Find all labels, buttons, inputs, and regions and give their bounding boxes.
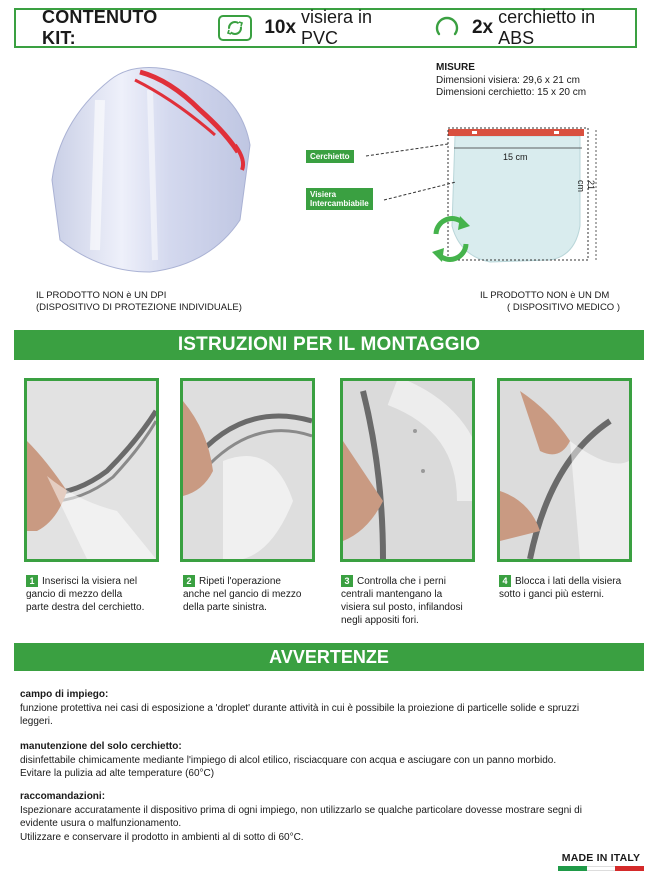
kit-item-visor-qty: 10x (264, 17, 297, 38)
kit-contents-box (14, 8, 637, 48)
step-line: Controlla che i perni (357, 576, 446, 587)
instructions-heading: ISTRUZIONI PER IL MONTAGGIO (14, 330, 644, 360)
step-line: visiera sul posto, infilandosi (341, 602, 463, 613)
step-3-text (341, 575, 491, 627)
step-number: 3 (341, 575, 353, 587)
disclaimer-right-line: ( DISPOSITIVO MEDICO ) (507, 302, 620, 313)
step-line: centrali mantengano la (341, 589, 443, 600)
kit-item-band-label: cerchietto in ABS (498, 7, 596, 48)
tag-visor (306, 188, 373, 210)
measures-visor: Dimensioni visiera: 29,6 x 21 cm (436, 74, 580, 86)
warning-heading: manutenzione del solo cerchietto: (20, 741, 182, 752)
tag-visor-line2: Intercambiabile (310, 199, 369, 208)
tag-headband: Cerchietto (306, 150, 354, 163)
warning-line: funzione protettiva nei casi di esposizione a 'droplet' durante attività in cui è possibile la proiezione di particelle solide e spruzzi (20, 702, 580, 714)
step-1-text (26, 575, 176, 614)
step-3-photo (340, 378, 475, 562)
measures-band: Dimensioni cerchietto: 15 x 20 cm (436, 87, 587, 98)
not-ppe-disclaimer (36, 290, 242, 314)
measures-title: MISURE (436, 62, 475, 73)
warning-line: evidente usura o malfunzionamento. (20, 818, 182, 829)
step-4-text (499, 575, 649, 601)
kit-item-visor-label: visiera in PVC (301, 7, 373, 48)
step-line: gancio di mezzo della (26, 589, 123, 600)
step-line: sotto i ganci più esterni. (499, 589, 605, 600)
not-medical-device-disclaimer (480, 290, 620, 314)
step-4-photo (497, 378, 632, 562)
disclaimer-right-line: IL PRODOTTO NON è UN DM (480, 290, 610, 301)
warning-heading: raccomandazioni: (20, 791, 106, 802)
step-1-photo (24, 378, 159, 562)
kit-item-visor (218, 7, 414, 49)
tag-visor-line1: Visiera (310, 190, 337, 199)
step-number: 1 (26, 575, 38, 587)
kit-item-band (414, 7, 635, 49)
visor-recycle-icon (218, 15, 252, 41)
warning-line: Ispezionare accuratamente il dispositivo prima di ogni impiego, non utilizzarlo se qualche particolare dovesse mostrare segni di (20, 804, 582, 816)
warning-usage (20, 688, 630, 729)
warning-line: disinfettabile chimicamente mediante l'impiego di alcol etilico, risciacquare con acqua e asciugare con un panno morbido. (20, 754, 557, 766)
step-line: Ripeti l'operazione (199, 576, 281, 587)
made-in-italy-badge (558, 852, 644, 871)
height-label: 21 cm (576, 180, 596, 192)
measures-block (436, 62, 586, 100)
kit-title: CONTENUTO KIT: (42, 7, 158, 48)
warnings-heading: AVVERTENZE (14, 643, 644, 671)
made-in-label: MADE IN ITALY (561, 852, 641, 864)
headband-ring-icon (434, 15, 460, 41)
width-label: 15 cm (503, 152, 528, 162)
step-2-text (183, 575, 333, 614)
kit-item-band-qty: 2x (471, 17, 494, 38)
warning-line: leggeri. (20, 716, 53, 727)
step-line: anche nel gancio di mezzo (183, 589, 302, 600)
face-shield-photo (40, 60, 270, 275)
warning-line: Evitare la pulizia ad alte temperature (60°C) (20, 768, 215, 779)
warning-heading: campo di impiego: (20, 689, 109, 700)
step-line: Inserisci la visiera nel (42, 576, 138, 587)
warning-recommendations (20, 790, 630, 844)
warning-line: Utilizzare e conservare il prodotto in ambienti al di sotto di 60°C. (20, 831, 304, 843)
step-number: 2 (183, 575, 195, 587)
step-line: della parte sinistra. (183, 602, 267, 613)
step-2-photo (180, 378, 315, 562)
italian-flag-icon (558, 866, 644, 871)
warning-maintenance (20, 740, 630, 781)
step-line: parte destra del cerchietto. (26, 602, 145, 613)
disclaimer-left-line: (DISPOSITIVO DI PROTEZIONE INDIVIDUALE) (36, 302, 242, 313)
step-line: negli appositi fori. (341, 615, 419, 626)
dimension-diagram (300, 116, 620, 276)
disclaimer-left-line: IL PRODOTTO NON è UN DPI (36, 290, 167, 301)
step-number: 4 (499, 575, 511, 587)
step-line: Blocca i lati della visiera (515, 576, 622, 587)
